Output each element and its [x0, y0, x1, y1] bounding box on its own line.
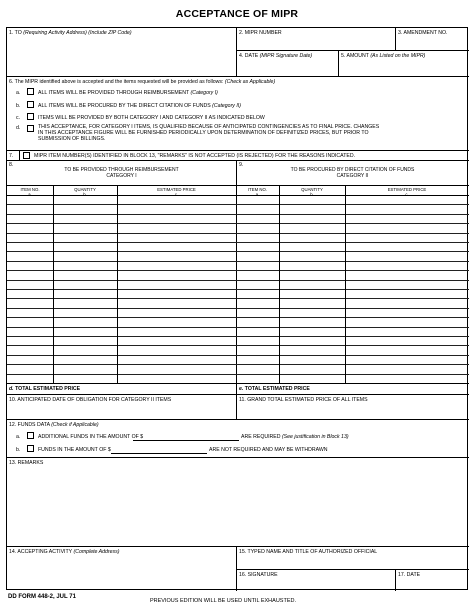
block-15-label: 15. TYPED NAME AND TITLE OF AUTHORIZED OFFICIAL — [239, 549, 378, 555]
additional-funds-amount-field[interactable] — [133, 440, 239, 441]
block-10-label: 10. ANTICIPATED DATE OF OBLIGATION FOR CATEGORY II ITEMS — [9, 397, 172, 403]
funds-withdrawn-text: ARE NOT REQUIRED AND MAY BE WITHDRAWN — [209, 447, 328, 453]
table-row[interactable] — [7, 317, 469, 318]
cat1-price-header: ESTIMATED PRICE c. — [157, 187, 196, 197]
table-row[interactable] — [7, 251, 469, 252]
table-row[interactable] — [7, 345, 469, 346]
table-row[interactable] — [7, 355, 469, 356]
table-column-rule — [345, 185, 346, 383]
table-row[interactable] — [7, 233, 469, 234]
category-ii-total-label: e. TOTAL ESTIMATED PRICE — [239, 386, 310, 392]
table-row[interactable] — [7, 308, 469, 309]
funds-not-required-label: FUNDS IN THE AMOUNT OF $ — [38, 447, 111, 453]
cat1-quantity-header: QUANTITY b. — [74, 187, 96, 197]
option-a-label: ALL ITEMS WILL BE PROVIDED THROUGH REIMBURSEMENT (Category I) — [38, 90, 218, 96]
remarks-field[interactable] — [7, 466, 469, 546]
table-row[interactable] — [7, 289, 469, 290]
cat2-price-header: ESTIMATED PRICE c. — [387, 187, 427, 197]
funds-not-required-amount-field[interactable] — [111, 453, 207, 454]
block-12-label: 12. FUNDS DATA (Check if Applicable) — [9, 422, 99, 428]
option-b-label: ALL ITEMS WILL BE PROCURED BY THE DIRECT CITATION OF FUNDS (Category II) — [38, 103, 241, 109]
block-8-heading: TO BE PROVIDED THROUGH REIMBURSEMENT CATEGORY I — [64, 167, 179, 179]
block-6-intro: 6. The MIPR identified above is accepted and the items requested will be provided as follows: (Check as Applicable) — [9, 79, 276, 85]
additional-funds-required: ARE REQUIRED (See justification in Block 13) — [241, 434, 349, 440]
block-4-label: 4. DATE (MIPR Signature Date) — [239, 53, 313, 59]
table-row[interactable] — [7, 364, 469, 365]
table-row[interactable] — [7, 270, 469, 271]
block-3-label: 3. AMENDMENT NO. — [398, 30, 448, 36]
funds-not-required-checkbox[interactable] — [27, 445, 34, 452]
block-17-label: 17. DATE — [398, 572, 421, 578]
category-i-checkbox[interactable] — [27, 88, 34, 95]
block-11-label: 11. GRAND TOTAL ESTIMATED PRICE OF ALL ITEMS — [239, 397, 368, 403]
table-row[interactable] — [7, 261, 469, 262]
additional-funds-checkbox[interactable] — [27, 432, 34, 439]
table-row[interactable] — [7, 327, 469, 328]
form-number: DD FORM 448-2, JUL 71 — [8, 594, 76, 600]
block-5-label: 5. AMOUNT (As Listed on the MIPR) — [341, 53, 426, 59]
table-row[interactable] — [7, 280, 469, 281]
mipr-form: 1. TO (Requiring Activity Address) (Include ZIP Code) 2. MIPR NUMBER 3. AMENDMENT NO. 4. DATE (MIPR Signature Date) 5. AMOUNT (As Listed on the MIPR) 6. The MIPR identified above is accepted and the items requested will be provided as follows: (Check as Applicable) a. ALL ITEMS WILL BE PROVIDED THROUGH REIMBURSEMENT (Category I) b. ALL ITEMS WILL BE PROCURED BY THE DIRECT CITATION OF FUNDS (Category II) c. ITEMS WILL BE PROVIDED BY BOTH CATEGORY I AND CATEGORY II AS INDICATED BELOW d. THIS ACCEPTANCE, FOR CATEGORY I ITEMS, IS QUALIFIED BECAUSE OF ANTICIPATED CONTINGENCIES AS TO FINAL PRICE. CHANGES IN THIS ACCEPTANCE FIGURE WILL BE FURNISHED PERIODICALLY UPON DETERMINATION OF DEFINITIZED PRICES, BUT PRIOR TO SUBMISSION OF BILLINGS. 7. MIPR ITEM NUMBER(S) IDENTIFIED IN BLOCK 13, "REMARKS" IS NOT ACCEPTED (IS REJECTED) FOR THE REASONS INDICATED. 8. TO BE PROVIDED THROUGH REIMBURSEMENT CATEGORY I 9. TO BE PROCURED BY DIRECT CITATION OF FUNDS CATEGORY II ITEM NO. a. QUANTITY b. ESTIMATED PRICE c. ITEM NO. a. QUANTITY b. ESTIMATED PRICE c. d. TOTAL ESTIMATED PRICE e. TOTAL ESTIMATED PRICE 10. ANTICIPATED DATE OF OBLIGATION FOR CATEGORY II ITEMS 11. GRAND TOTAL ESTIMATED PRICE OF ALL ITEMS 12. FUNDS DATA (Check if Applicable) a. ADDITIONAL FUNDS IN THE AMOUNT OF $ ARE REQUIRED (See justification in Block 13) b. FUNDS IN THE AMOUNT OF $ ARE NOT REQUIRED AND MAY BE WITHDRAWN 13. REMARKS 14. ACCEPTING ACTIVITY (Complete Address) 15. TYPED NAME AND TITLE OF AUTHORIZED OFFICIAL 16. SIGNATURE 17. DATE — [6, 27, 468, 590]
table-row[interactable] — [7, 204, 469, 205]
category-i-total-label: d. TOTAL ESTIMATED PRICE — [9, 386, 81, 392]
block-16-label: 16. SIGNATURE — [239, 572, 278, 578]
option-d-line3: SUBMISSION OF BILLINGS. — [38, 136, 106, 142]
option-d-line1: THIS ACCEPTANCE, FOR CATEGORY I ITEMS, IS QUALIFIED BECAUSE OF ANTICIPATED CONTINGENCIES AS TO FINAL PRICE. CHANGES — [38, 124, 380, 130]
qualified-acceptance-checkbox[interactable] — [27, 125, 34, 132]
table-column-rule — [279, 185, 280, 383]
block-7-label: MIPR ITEM NUMBER(S) IDENTIFIED IN BLOCK 13, "REMARKS" IS NOT ACCEPTED (IS REJECTED) FOR THE REASONS INDICATED. — [34, 153, 356, 159]
edition-notice: PREVIOUS EDITION WILL BE USED UNTIL EXHAUSTED. — [150, 598, 296, 604]
table-column-rule — [53, 185, 54, 383]
option-c-label: ITEMS WILL BE PROVIDED BY BOTH CATEGORY I AND CATEGORY II AS INDICATED BELOW — [38, 115, 265, 121]
cat1-item-no-header: ITEM NO. a. — [20, 187, 40, 197]
cat2-quantity-header: QUANTITY b. — [301, 187, 323, 197]
table-row[interactable] — [7, 242, 469, 243]
form-title: ACCEPTANCE OF MIPR — [175, 8, 299, 20]
table-header-rule — [7, 195, 469, 196]
table-row[interactable] — [7, 214, 469, 215]
table-row[interactable] — [7, 223, 469, 224]
block-9-heading: TO BE PROCURED BY DIRECT CITATION OF FUNDS CATEGORY II — [290, 167, 415, 179]
block-14-label: 14. ACCEPTING ACTIVITY (Complete Address) — [9, 549, 120, 555]
rejected-items-checkbox[interactable] — [23, 152, 30, 159]
table-column-rule — [117, 185, 118, 383]
table-row[interactable] — [7, 336, 469, 337]
table-row[interactable] — [7, 298, 469, 299]
option-d-line2: IN THIS ACCEPTANCE FIGURE WILL BE FURNISHED PERIODICALLY UPON DETERMINATION OF DEFINITIZED PRICES, BUT PRIOR TO — [38, 130, 369, 136]
cat2-item-no-header: ITEM NO. a. — [247, 187, 268, 197]
block-1-label: 1. TO (Requiring Activity Address) (Include ZIP Code) — [9, 30, 132, 36]
category-ii-checkbox[interactable] — [27, 101, 34, 108]
both-categories-checkbox[interactable] — [27, 113, 34, 120]
remarks-label: 13. REMARKS — [9, 460, 44, 466]
additional-funds-label: ADDITIONAL FUNDS IN THE AMOUNT OF $ — [38, 434, 144, 440]
block-2-label: 2. MIPR NUMBER — [239, 30, 282, 36]
table-row[interactable] — [7, 374, 469, 375]
